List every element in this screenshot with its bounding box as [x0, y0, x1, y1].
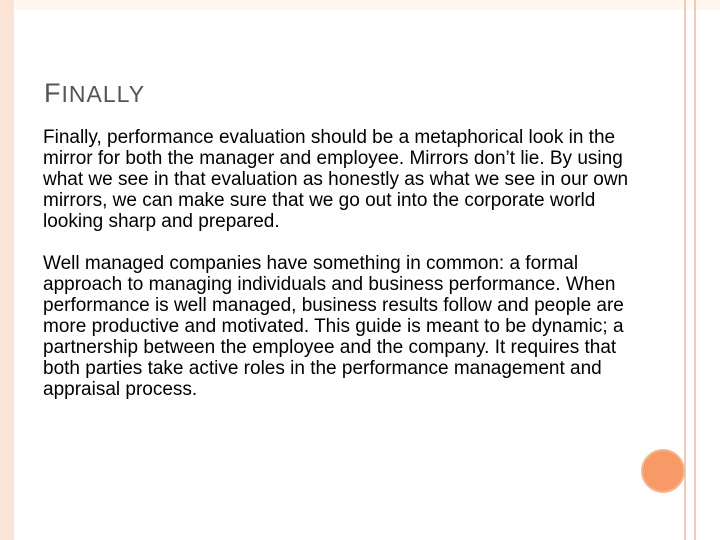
title-initial: F: [44, 78, 62, 108]
body-paragraph: Finally, performance evaluation should be a metaphorical look in the mirror for both the manager and employee. Mirrors don’t lie. By using what we see in that evaluation as honestly as what we see in our own mirrors, we can make sure that we go out into the corporate world looking sharp and prepared.: [43, 127, 629, 232]
title-rest: INALLY: [61, 81, 146, 107]
body-paragraph: Well managed companies have something in common: a formal approach to managing individuals and business performance. When performance is well managed, business results follow and people are more productive and motivated. This guide is meant to be dynamic; a partnership between the employee and the company. It requires that both parties take active roles in the performance management and appraisal process.: [43, 253, 624, 400]
left-border-decoration: [0, 0, 14, 540]
top-border-decoration: [14, 0, 720, 10]
slide-title: [44, 78, 145, 109]
accent-circle-decoration: [641, 449, 685, 493]
right-vertical-line: [684, 0, 686, 540]
slide-body: [43, 127, 633, 421]
right-vertical-line: [694, 0, 696, 540]
